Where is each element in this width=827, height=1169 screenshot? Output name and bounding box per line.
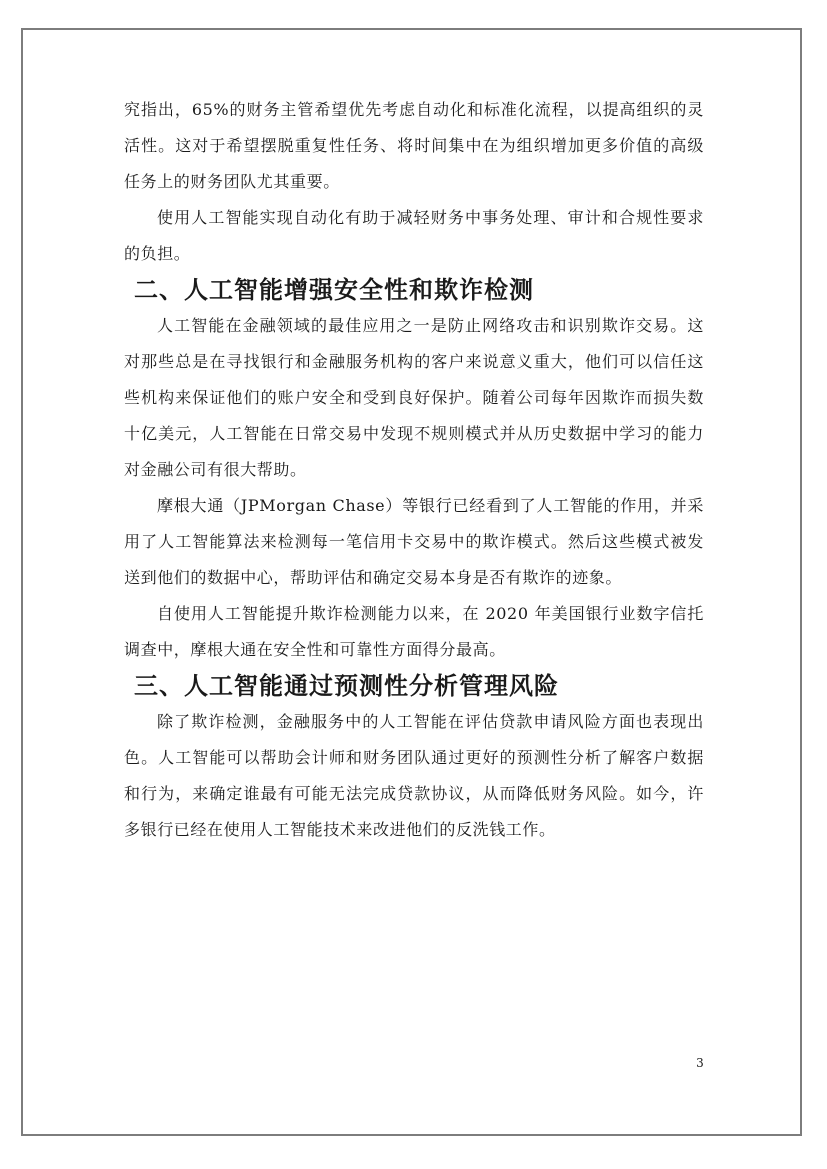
- section-heading-security: 二、人工智能增强安全性和欺诈检测: [134, 275, 534, 304]
- section2-paragraph-2: 摩根大通（JPMorgan Chase）等银行已经看到了人工智能的作用，并采用了人工智能算法来检测每一笔信用卡交易中的欺诈模式。然后这些模式被发送到他们的数据中心，帮助评估和确定交易本身是否有欺诈的迹象。: [124, 496, 704, 587]
- section2-paragraph-1: 人工智能在金融领域的最佳应用之一是防止网络攻击和识别欺诈交易。这对那些总是在寻找银行和金融服务机构的客户来说意义重大，他们可以信任这些机构来保证他们的账户安全和受到良好保护。随着公司每年因欺诈而损失数十亿美元，人工智能在日常交易中发现不规则模式并从历史数据中学习的能力对金融公司有很大帮助。: [124, 316, 704, 479]
- intro-paragraph-2: 使用人工智能实现自动化有助于减轻财务中事务处理、审计和合规性要求的负担。: [124, 208, 704, 263]
- section3-paragraph-1: 除了欺诈检测，金融服务中的人工智能在评估贷款申请风险方面也表现出色。人工智能可以帮助会计师和财务团队通过更好的预测性分析了解客户数据和行为，来确定谁最有可能无法完成贷款协议，从而降低财务风险。如今，许多银行已经在使用人工智能技术来改进他们的反洗钱工作。: [124, 712, 704, 839]
- document-body: [124, 92, 704, 848]
- page-number: 3: [696, 1056, 704, 1070]
- intro-paragraph-1: 究指出，65%的财务主管希望优先考虑自动化和标准化流程，以提高组织的灵活性。这对于希望摆脱重复性任务、将时间集中在为组织增加更多价值的高级任务上的财务团队尤其重要。: [124, 100, 704, 191]
- section-heading-risk: 三、人工智能通过预测性分析管理风险: [134, 671, 559, 700]
- section2-paragraph-3: 自使用人工智能提升欺诈检测能力以来，在 2020 年美国银行业数字信托调查中，摩根大通在安全性和可靠性方面得分最高。: [124, 604, 704, 659]
